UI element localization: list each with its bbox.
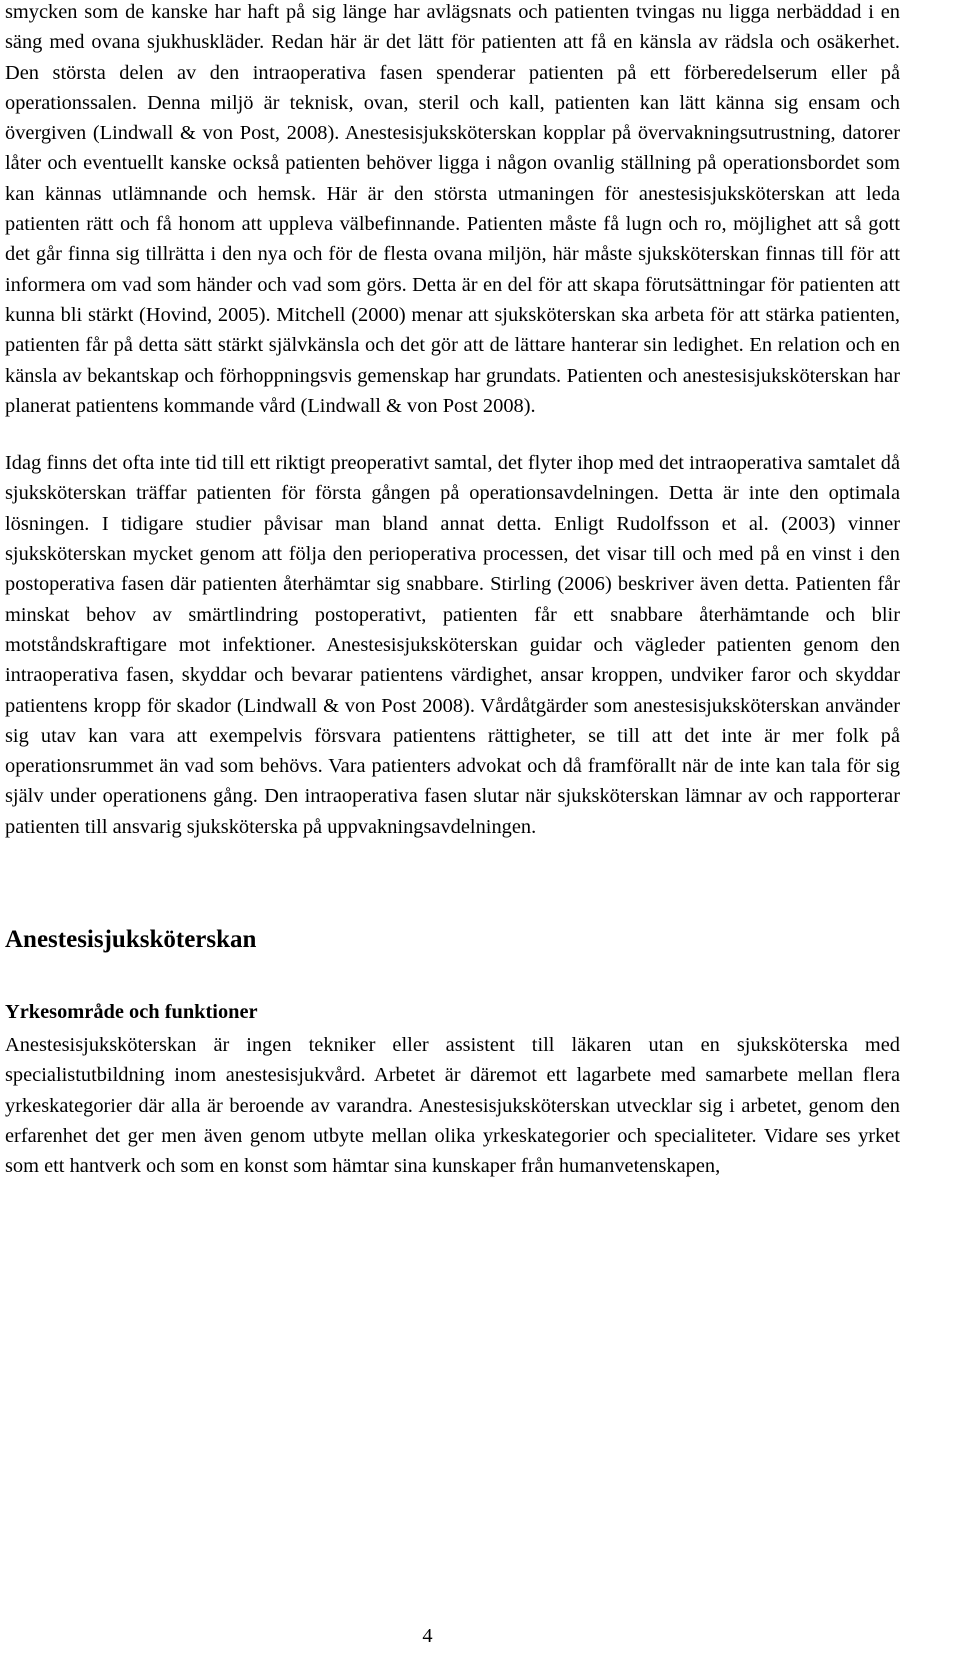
paragraph-profession-intro: Anestesisjuksköterskan är ingen tekniker eller assistent till läkaren utan en sjuksköterska med specialistutbildning inom anestesisjukvård. Arbetet är däremot ett lagarbete med samarbete mellan flera yrkeskategorier där alla är beroende av varandra. Anestesisjuksköterskan utvecklar sig i arbetet, genom den erfarenhet det ger men även genom utbyte mellan olika yrkeskategorier och specialiteter. Vidare ses yrket som ett hantverk och som en konst som hämtar sina kunskaper från humanvetenskapen, xyxy=(5,1034,900,1178)
paragraph-intraoperative-continued: smycken som de kanske har haft på sig länge har avlägsnats och patienten tvingas nu ligga nerbäddad i en säng med ovana sjukhuskläder. Redan här är det lätt för patienten att få en känsla av rädsla och osäkerhet. Den största delen av den intraoperativa fasen spenderar patienten på ett förberedelserum eller på operationssalen. Denna miljö är teknisk, ovan, steril och kall, patienten kan lätt känna sig ensam och övergiven (Lindwall & von Post, 2008). Anestesisjuksköterskan kopplar på övervakningsutrustning, datorer låter och eventuellt kanske också patienten behöver ligga i någon ovanlig ställning på operationsbordet som kan kännas utlämnande och hemsk. Här är den största utmaningen för anestesisjuksköterskan att leda patienten rätt och få honom att uppleva välbefinnande. Patienten måste få lugn och ro, möjlighet att så gott det går finna sig tillrätta i den nya och för de flesta ovana miljön, här måste sjuksköterskan finnas till för att informera om vad som händer och vad som görs. Detta är en del för att skapa förutsättningar för patienten att kunna bli stärkt (Hovind, 2005). Mitchell (2000) menar att sjuksköterskan ska arbeta för att stärka patienten, patienten får på detta sätt stärkt självkänsla och det gör att de lättare hanterar sin ledighet. En relation och en känsla av bekantskap och förhoppningsvis gemenskap har grundats. Patienten och anestesisjuksköterskan har planerat patientens kommande vård (Lindwall & von Post 2008). xyxy=(5,1,900,417)
page-content xyxy=(5,0,900,1182)
subsection-heading: Yrkesområde och funktioner xyxy=(5,1001,258,1024)
page-number: 4 xyxy=(422,1625,433,1647)
paragraph-preoperative-conversation: Idag finns det ofta inte tid till ett riktigt preoperativt samtal, det flyter ihop med det intraoperativa samtalet då sjuksköterskan träffar patienten för första gången på operationsavdelningen. Detta är inte den optimala lösningen. I tidigare studier påvisar man bland annat detta. Enligt Rudolfsson et al. (2003) vinner sjuksköterskan mycket genom att följa den perioperativa processen, det visar till och med på en vinst i den postoperativa fasen där patienten återhämtar sig snabbare. Stirling (2006) beskriver även detta. Patienten får minskat behov av smärtlindring postoperativt, patienten får ett snabbare återhämtande och blir motståndskraftigare mot infektioner. Anestesisjuksköterskan guidar och vägleder patienten genom den intraoperativa fasen, skyddar och bevarar patientens värdighet, ansar kroppen, undviker faror och skyddar patientens kropp för skador (Lindwall & von Post 2008). Vårdåtgärder som anestesisjuksköterskan använder sig utav kan vara att exempelvis försvara patientens rättigheter, se till att det inte är mer folk på operationsrummet än vad som behövs. Vara patienters advokat och då framförallt när de inte kan tala för sig själv under operationens gång. Den intraoperativa fasen slutar när sjuksköterskan lämnar av och rapporterar patienten till ansvarig sjuksköterska på uppvakningsavdelningen. xyxy=(5,452,900,838)
section-heading: Anestesisjuksköterskan xyxy=(5,926,257,954)
